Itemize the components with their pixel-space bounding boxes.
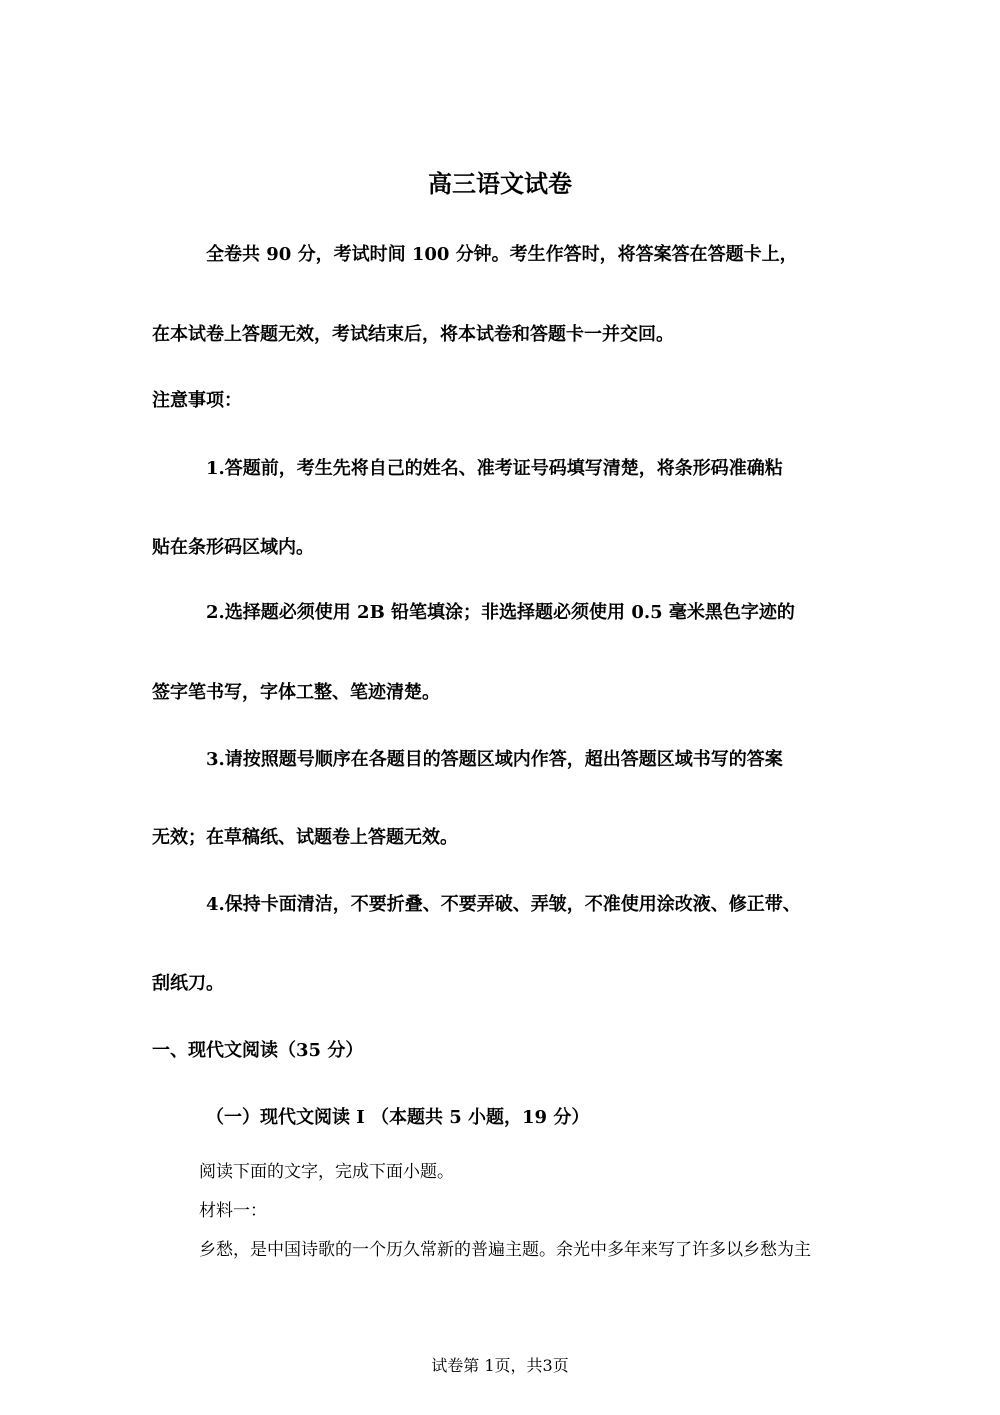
notice-2-line-2: 签字笔书写，字体工整、笔迹清楚。 xyxy=(152,682,440,703)
notice-1-line-1: 1.答题前，考生先将自己的姓名、准考证号码填写清楚，将条形码准确粘 xyxy=(206,458,783,479)
notice-4-line-1: 4.保持卡面清洁，不要折叠、不要弄破、弄皱，不准使用涂改液、修正带、 xyxy=(206,894,801,915)
reading-instruction: 阅读下面的文字，完成下面小题。 xyxy=(199,1162,454,1182)
subsection-heading: （一）现代文阅读 I （本题共 5 小题，19 分） xyxy=(206,1107,590,1128)
notice-3-line-2: 无效；在草稿纸、试题卷上答题无效。 xyxy=(152,827,458,848)
notice-4-line-2: 刮纸刀。 xyxy=(152,973,224,994)
notice-3-line-1: 3.请按照题号顺序在各题目的答题区域内作答，超出答题区域书写的答案 xyxy=(206,749,783,770)
section-heading: 一、现代文阅读（35 分） xyxy=(152,1040,364,1061)
notice-heading: 注意事项： xyxy=(152,390,242,411)
notice-1-line-2: 贴在条形码区域内。 xyxy=(152,537,314,558)
page-title: 高三语文试卷 xyxy=(428,170,572,198)
material-label: 材料一： xyxy=(199,1201,267,1221)
material-text: 乡愁，是中国诗歌的一个历久常新的普遍主题。余光中多年来写了许多以乡愁为主 xyxy=(199,1240,811,1260)
intro-line-1: 全卷共 90 分，考试时间 100 分钟。考生作答时，将答案答在答题卡上， xyxy=(206,244,798,265)
intro-line-2: 在本试卷上答题无效，考试结束后，将本试卷和答题卡一并交回。 xyxy=(152,324,674,345)
notice-2-line-1: 2.选择题必须使用 2B 铅笔填涂；非选择题必须使用 0.5 毫米黑色字迹的 xyxy=(206,602,795,623)
page-footer: 试卷第 1页，共3页 xyxy=(431,1356,569,1375)
